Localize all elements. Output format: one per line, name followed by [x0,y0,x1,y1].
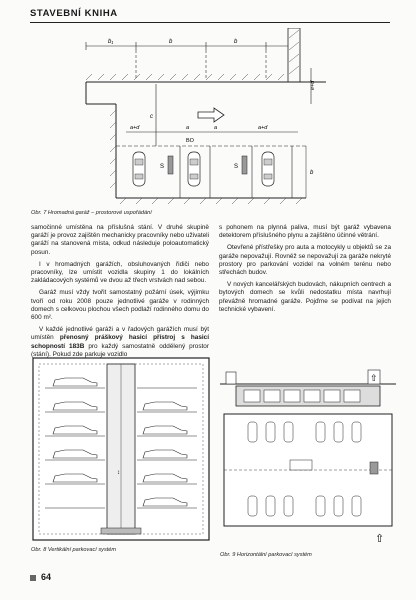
header-rule [30,22,390,23]
right-paragraph-3: V nových kancelářských budovách, nákupních centrech a bytových domech se kvůli nedostatku místa navrhují převážně hromadné garáže. Pojďme se podívat na jejich technické vybavení. [219,281,391,313]
page-number-marker [30,575,36,581]
left-paragraph-3: Garáž musí vždy tvořit samostatný požární úsek, výjimku tvoří od roku 2008 pouze jednotlivé garáže v rodinných domech s celkovou plochou všech podlaží rodinného domu do 600 m². [31,289,209,322]
figure-7-caption: Obr. 7 Hromadná garáž – prostorové uspořádání [31,210,152,216]
label-b-top-2: b [234,39,238,45]
label-bo: BO [186,138,194,144]
extinguisher-emphasis: přenosný práškový hasicí přístroj s hasicí schopností 183B [31,334,209,350]
running-header: STAVEBNÍ KNIHA [30,8,118,19]
right-paragraph-1: s pohonem na plynná paliva, musí být garáž vybavena detektorem příslušného plynu a zajištěno účinné větrání. [219,224,391,240]
label-c: c [150,114,153,120]
left-paragraph-4-start: V každé jednotlivé garáži a v řadových garážích musí být umístěn [31,326,209,342]
ground-entry-arrow-icon: ⇧ [370,373,378,383]
label-a-plus-d-left: a+d [130,125,140,131]
shaft-arrows-icon: ↕ [117,470,120,476]
car-2 [188,152,200,186]
label-a-2: a [214,125,218,131]
left-paragraph-2: I v hromadných garážích, obsluhovaných řidiči nebo pracovníky, lze umístit vozidla skupiny 1 do lokálních zakládacových systémů ve dvou až třech vrstvách nad sebou. [31,260,209,285]
car-1 [133,152,145,186]
left-paragraph-4-end: pro každý samostatně oddělený prostor (stání). Pokud zde parkuje vozidlo [31,342,209,358]
label-b-top-1: b [169,39,173,45]
left-paragraph-4 [31,326,209,359]
entry-arrow-icon: ⇧ [375,533,385,544]
figure-7-garage-layout [56,28,326,208]
label-s-1: S [160,164,165,170]
label-a-plus-d-right: a+d [258,125,268,131]
left-paragraph-1: samočinné umístěna na příslušná stání. V druhé skupině garáží je provoz zajištěn mechanicky pracovníky nebo uživateli garáží na stanovená místa, odkud následuje poloautomatický posun. [31,224,209,256]
right-text-column [219,224,391,318]
left-text-column [31,224,209,363]
label-b1: b₁ [108,39,114,45]
car-3 [262,152,274,186]
page-number: 64 [41,572,52,582]
figure-9-horizontal-parking [220,366,396,544]
label-s-2: S [234,164,239,170]
figure-8-caption: Obr. 8 Vertikální parkovací systém [31,547,117,553]
label-e-plus-d: e+d [310,80,316,90]
label-a-1: a [186,125,190,131]
figure-9-caption: Obr. 9 Horizontální parkovací systém [220,552,312,558]
label-b-right: b [310,170,314,176]
figure-8-vertical-parking [31,356,211,542]
right-paragraph-2: Otevřené přístřešky pro auta a motocykly u objektů se za garáže nepovažují. Rovněž se nepovažují za garáže nekryté prostory pro parkování vozidel na volném terénu nebo střechách budov. [219,244,391,277]
